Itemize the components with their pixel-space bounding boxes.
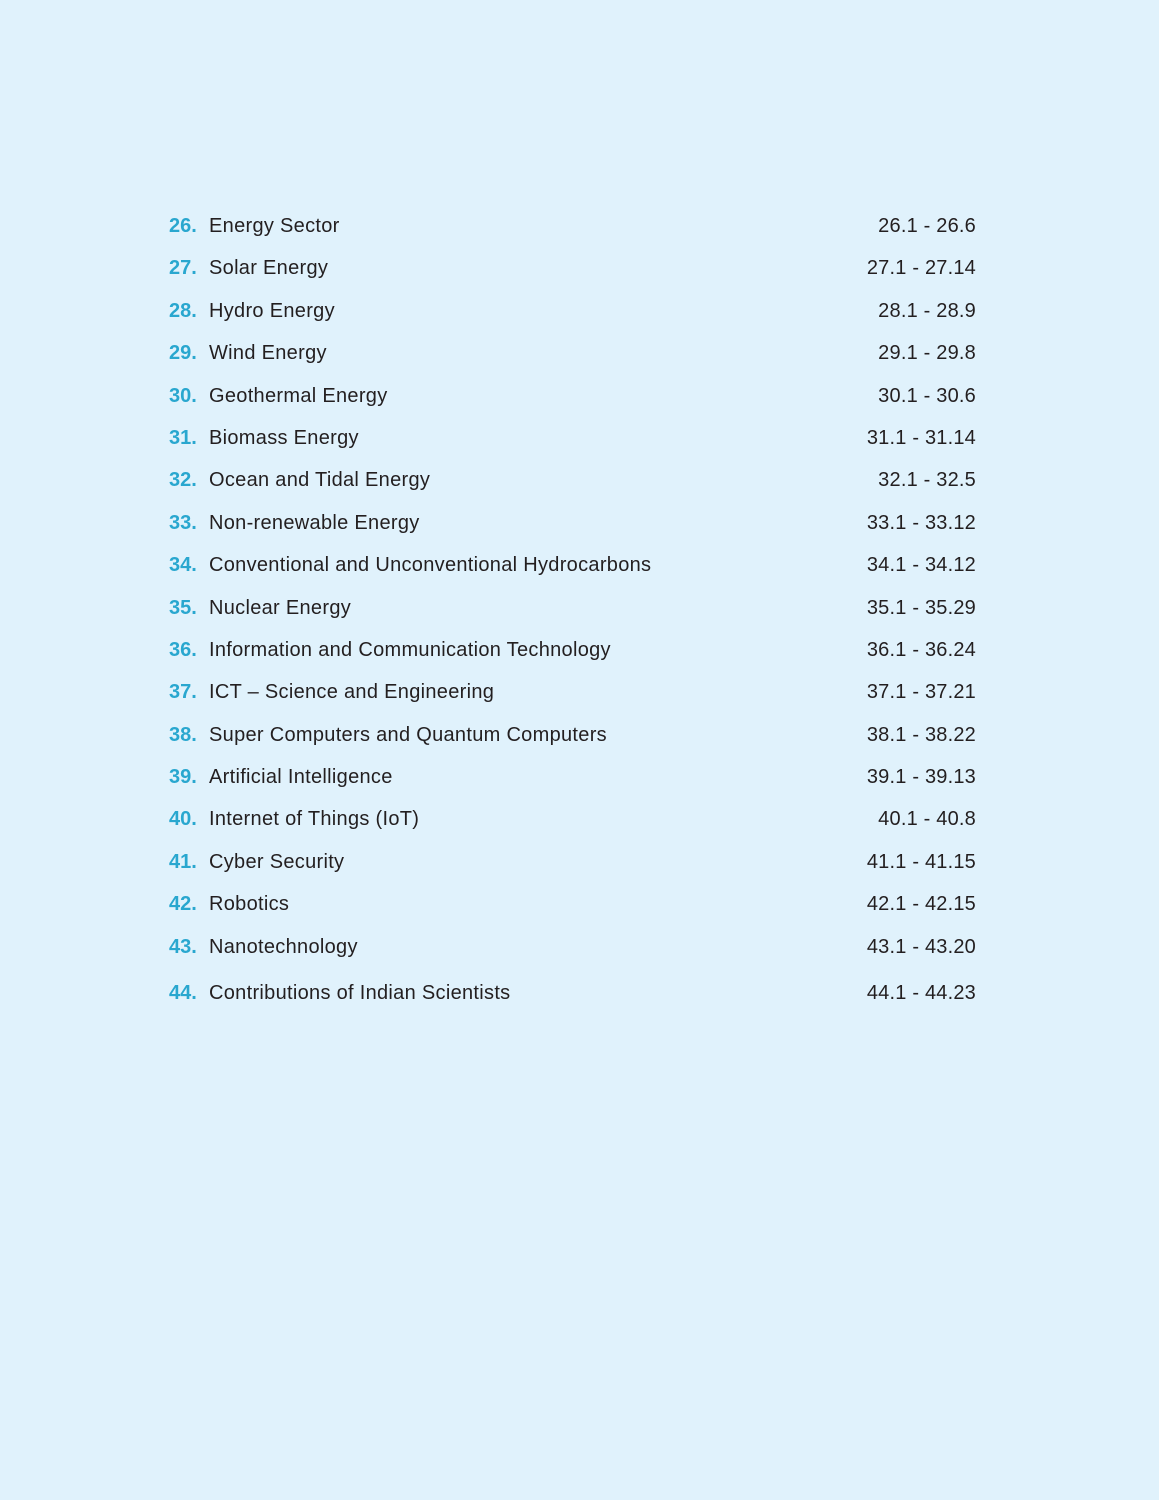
chapter-number: 28. <box>169 299 197 322</box>
toc-entry-33[interactable] <box>168 502 976 544</box>
page-range: 29.1 - 29.8 <box>878 342 976 365</box>
chapter-title: Cyber Security <box>209 850 345 873</box>
chapter-title: Ocean and Tidal Energy <box>209 469 431 492</box>
chapter-title: Biomass Energy <box>209 426 359 449</box>
page-range: 41.1 - 41.15 <box>866 850 976 873</box>
chapter-title: Internet of Things (IoT) <box>209 808 420 831</box>
page-range: 43.1 - 43.20 <box>866 935 976 958</box>
chapter-title: ICT – Science and Engineering <box>209 681 495 704</box>
page-range: 40.1 - 40.8 <box>878 808 976 831</box>
toc-entry-26[interactable] <box>168 205 976 247</box>
toc-entry-44[interactable] <box>168 968 976 1014</box>
chapter-number: 38. <box>169 723 197 746</box>
toc-entry-37[interactable] <box>168 671 976 713</box>
page-range: 38.1 - 38.22 <box>866 723 976 746</box>
chapter-number: 42. <box>169 893 197 916</box>
chapter-number: 43. <box>169 935 197 958</box>
chapter-number: 32. <box>169 469 197 492</box>
chapter-title: Nanotechnology <box>209 935 358 958</box>
toc-entry-43[interactable] <box>168 926 976 968</box>
chapter-number: 37. <box>169 681 197 704</box>
chapter-number: 40. <box>169 808 197 831</box>
page-range: 35.1 - 35.29 <box>866 596 976 619</box>
toc-entry-36[interactable] <box>168 629 976 671</box>
chapter-title: Non-renewable Energy <box>209 511 420 534</box>
page-range: 39.1 - 39.13 <box>866 766 976 789</box>
chapter-number: 33. <box>169 511 197 534</box>
chapter-number: 41. <box>169 850 197 873</box>
chapter-title: Conventional and Unconventional Hydrocarbons <box>209 554 652 577</box>
chapter-title: Solar Energy <box>209 257 329 280</box>
chapter-title: Information and Communication Technology <box>209 638 611 661</box>
chapter-title: Robotics <box>209 893 290 916</box>
toc-entry-29[interactable] <box>168 332 976 374</box>
page-range: 32.1 - 32.5 <box>878 469 976 492</box>
toc-entry-41[interactable] <box>168 841 976 883</box>
page-range: 28.1 - 28.9 <box>878 299 976 322</box>
chapter-number: 34. <box>169 554 197 577</box>
chapter-title: Hydro Energy <box>209 299 335 322</box>
chapter-number: 44. <box>169 982 197 1005</box>
toc-entry-30[interactable] <box>168 375 976 417</box>
page-range: 33.1 - 33.12 <box>866 511 976 534</box>
page-range: 34.1 - 34.12 <box>866 554 976 577</box>
toc-entry-42[interactable] <box>168 883 976 925</box>
chapter-number: 27. <box>169 257 197 280</box>
page-range: 31.1 - 31.14 <box>866 426 976 449</box>
chapter-title: Nuclear Energy <box>209 596 352 619</box>
page-range: 27.1 - 27.14 <box>866 257 976 280</box>
page-range: 37.1 - 37.21 <box>866 681 976 704</box>
chapter-title: Artificial Intelligence <box>209 766 393 789</box>
page-range: 30.1 - 30.6 <box>878 384 976 407</box>
page-range: 42.1 - 42.15 <box>866 893 976 916</box>
chapter-title: Contributions of Indian Scientists <box>209 982 511 1005</box>
toc-entry-27[interactable] <box>168 247 976 289</box>
table-of-contents <box>168 205 976 1014</box>
toc-entry-39[interactable] <box>168 756 976 798</box>
toc-entry-34[interactable] <box>168 544 976 586</box>
toc-entry-40[interactable] <box>168 798 976 840</box>
chapter-title: Energy Sector <box>209 215 340 237</box>
chapter-number: 29. <box>169 342 197 365</box>
page-range: 26.1 - 26.6 <box>878 215 976 237</box>
toc-entry-35[interactable] <box>168 587 976 629</box>
chapter-number: 30. <box>169 384 197 407</box>
chapter-title: Geothermal Energy <box>209 384 388 407</box>
chapter-title: Super Computers and Quantum Computers <box>209 723 607 746</box>
toc-entry-38[interactable] <box>168 714 976 756</box>
chapter-title: Wind Energy <box>209 342 327 365</box>
chapter-number: 39. <box>169 766 197 789</box>
toc-entry-32[interactable] <box>168 459 976 501</box>
chapter-number: 26. <box>169 215 197 237</box>
toc-entry-31[interactable] <box>168 417 976 459</box>
page-range: 44.1 - 44.23 <box>866 982 976 1005</box>
chapter-number: 31. <box>169 426 197 449</box>
chapter-number: 36. <box>169 638 197 661</box>
chapter-number: 35. <box>169 596 197 619</box>
toc-entry-28[interactable] <box>168 290 976 332</box>
page-range: 36.1 - 36.24 <box>866 638 976 661</box>
